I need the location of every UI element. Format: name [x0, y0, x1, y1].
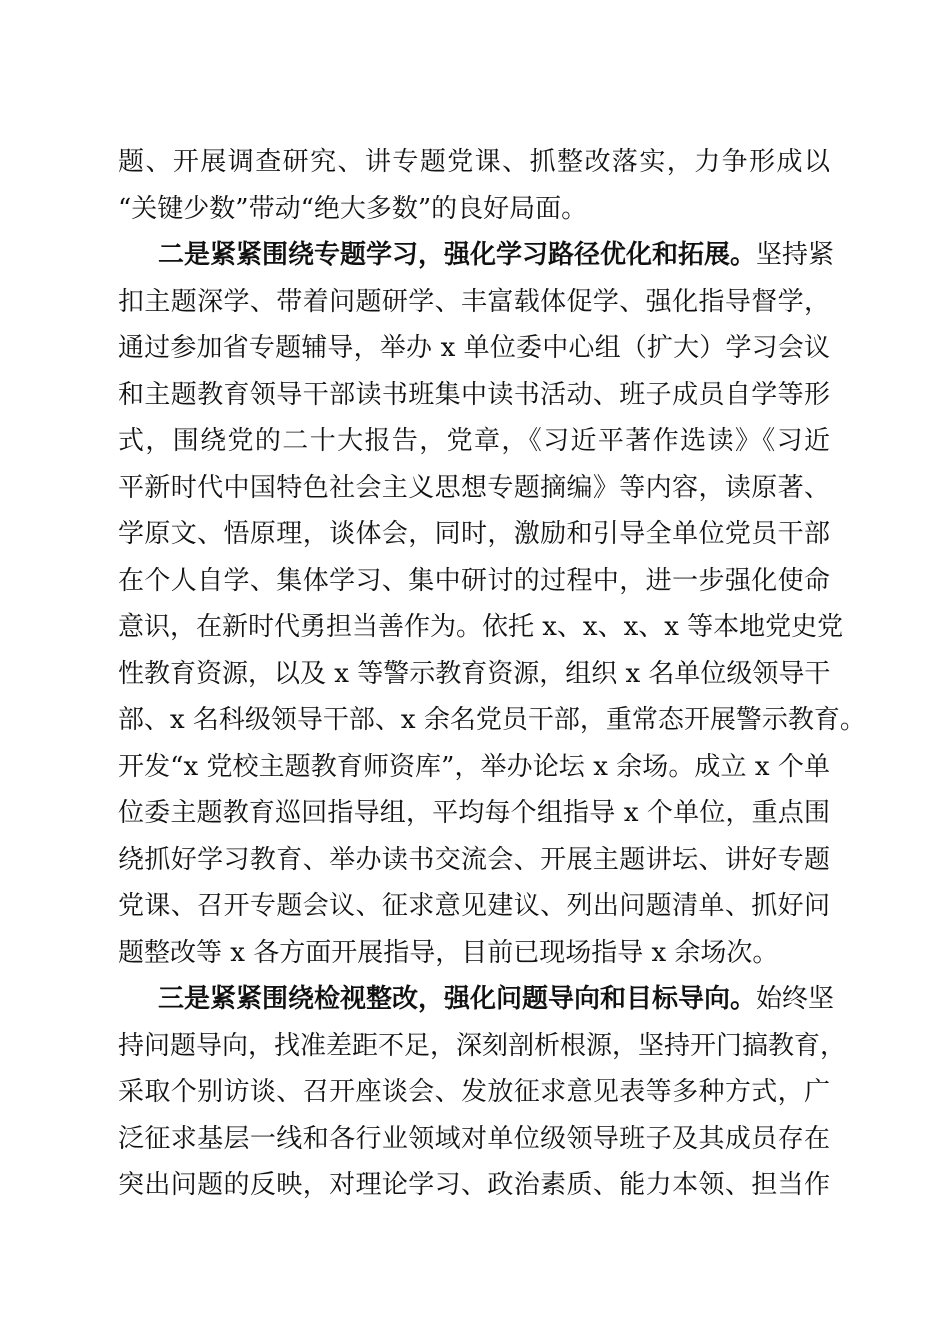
body-text: 坚持紧 — [756, 240, 835, 270]
body-line: 采取个别访谈、召开座谈会、发放征求意见表等多种方式，广 — [118, 1077, 830, 1107]
body-line: 意识，在新时代勇担当善作为。依托 x、x、x、x 等本地党史党 — [118, 612, 844, 642]
body-line: 在个人自学、集体学习、集中研讨的过程中，进一步强化使命 — [118, 565, 830, 596]
body-line: 和主题教育领导干部读书班集中读书活动、班子成员自学等形 — [118, 379, 830, 410]
body-line: 题、开展调查研究、讲专题党课、抓整改落实，力争形成以 — [118, 147, 830, 177]
body-line: 平新时代中国特色社会主义思想专题摘编》等内容，读原著、 — [118, 472, 830, 503]
body-line: 扣主题深学、带着问题研学、丰富载体促学、强化指导督学， — [118, 286, 830, 317]
paragraph-first-line — [118, 976, 835, 1023]
body-line: 通过参加省专题辅导，举办 x 单位委中心组（扩大）学习会议 — [118, 333, 830, 363]
body-line: 突出问题的反映，对理论学习、政治素质、能力本领、担当作 — [118, 1170, 830, 1200]
body-line: 式，围绕党的二十大报告，党章，《习近平著作选读》《习近 — [118, 426, 830, 456]
body-line: 绕抓好学习教育、举办读书交流会、开展主题讲坛、讲好专题 — [118, 844, 830, 875]
body-line: 部、x 名科级领导干部、x 余名党员干部，重常态开展警示教育。 — [118, 705, 866, 735]
paragraph-heading: 三是紧紧围绕检视整改，强化问题导向和目标导向。 — [158, 984, 757, 1014]
body-line: 性教育资源，以及 x 等警示教育资源，组织 x 名单位级领导干 — [118, 658, 831, 689]
body-line: 学原文、悟原理，谈体会，同时，激励和引导全单位党员干部 — [118, 519, 830, 549]
body-line: 党课、召开专题会议、征求意见建议、列出问题清单、抓好问 — [118, 891, 830, 921]
body-line: 题整改等 x 各方面开展指导，目前已现场指导 x 余场次。 — [118, 937, 779, 968]
paragraph-first-line — [118, 232, 835, 279]
body-line: 持问题导向，找准差距不足，深刻剖析根源，坚持开门搞教育， — [118, 1030, 847, 1061]
body-line: 位委主题教育巡回指导组，平均每个组指导 x 个单位，重点围 — [118, 798, 830, 828]
body-text: 始终坚 — [756, 984, 835, 1014]
body-line: “关键少数”带动“绝大多数”的良好局面。 — [118, 193, 588, 224]
body-line: 开发“x 党校主题教育师资库”，举办论坛 x 余场。成立 x 个单 — [118, 751, 830, 782]
paragraph-heading: 二是紧紧围绕专题学习，强化学习路径优化和拓展。 — [158, 240, 757, 270]
document-body — [118, 139, 866, 1209]
body-line: 泛征求基层一线和各行业领域对单位级领导班子及其成员存在 — [118, 1123, 830, 1154]
